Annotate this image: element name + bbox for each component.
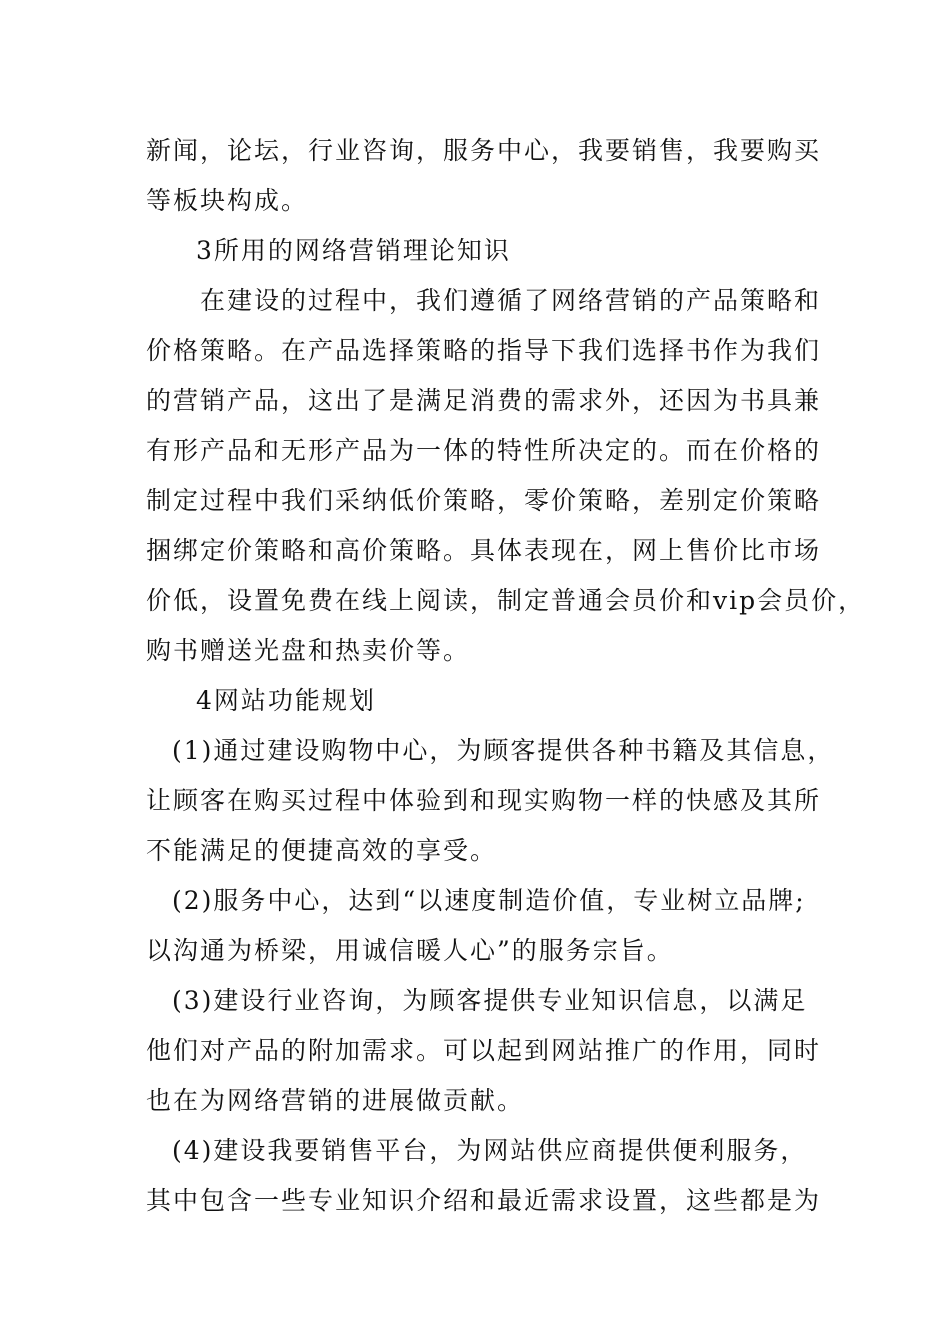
section-heading-4: 4网站功能规划 [196, 686, 376, 715]
list-item-2: (2)服务中心，达到“以速度制造价值，专业树立品牌; [172, 886, 806, 915]
paragraph-line: 有形产品和无形产品为一体的特性所决定的。而在价格的 [146, 436, 822, 465]
paragraph-line: 以沟通为桥梁，用诚信暖人心”的服务宗旨。 [146, 936, 674, 965]
paragraph-line: 其中包含一些专业知识介绍和最近需求设置，这些都是为 [146, 1186, 822, 1215]
section-heading-3: 3所用的网络营销理论知识 [196, 236, 511, 265]
paragraph-line: 的营销产品，这出了是满足消费的需求外，还因为书具兼 [146, 386, 822, 415]
list-item-1: (1)通过建设购物中心，为顾客提供各种书籍及其信息， [172, 736, 835, 765]
list-item-3: (3)建设行业咨询，为顾客提供专业知识信息，以满足 [172, 986, 808, 1015]
paragraph-line: 购书赠送光盘和热卖价等。 [146, 636, 471, 665]
paragraph-line: 不能满足的便捷高效的享受。 [146, 836, 498, 865]
paragraph-line: 捆绑定价策略和高价策略。具体表现在，网上售价比市场 [146, 536, 822, 565]
paragraph-line: 也在为网络营销的进展做贡献。 [146, 1086, 525, 1115]
paragraph-line: 价低，设置免费在线上阅读，制定普通会员价和vip会员价， [146, 586, 866, 615]
paragraph-line: 价格策略。在产品选择策略的指导下我们选择书作为我们 [146, 336, 822, 365]
paragraph-line: 在建设的过程中，我们遵循了网络营销的产品策略和 [200, 286, 822, 315]
list-item-4: (4)建设我要销售平台，为网站供应商提供便利服务， [172, 1136, 808, 1165]
paragraph-line: 制定过程中我们采纳低价策略，零价策略，差别定价策略 [146, 486, 822, 515]
paragraph-line: 新闻，论坛，行业咨询，服务中心，我要销售，我要购买 [146, 136, 822, 165]
paragraph-line: 等板块构成。 [146, 186, 309, 215]
paragraph-line: 让顾客在购买过程中体验到和现实购物一样的快感及其所 [146, 786, 822, 815]
paragraph-line: 他们对产品的附加需求。可以起到网站推广的作用，同时 [146, 1036, 822, 1065]
